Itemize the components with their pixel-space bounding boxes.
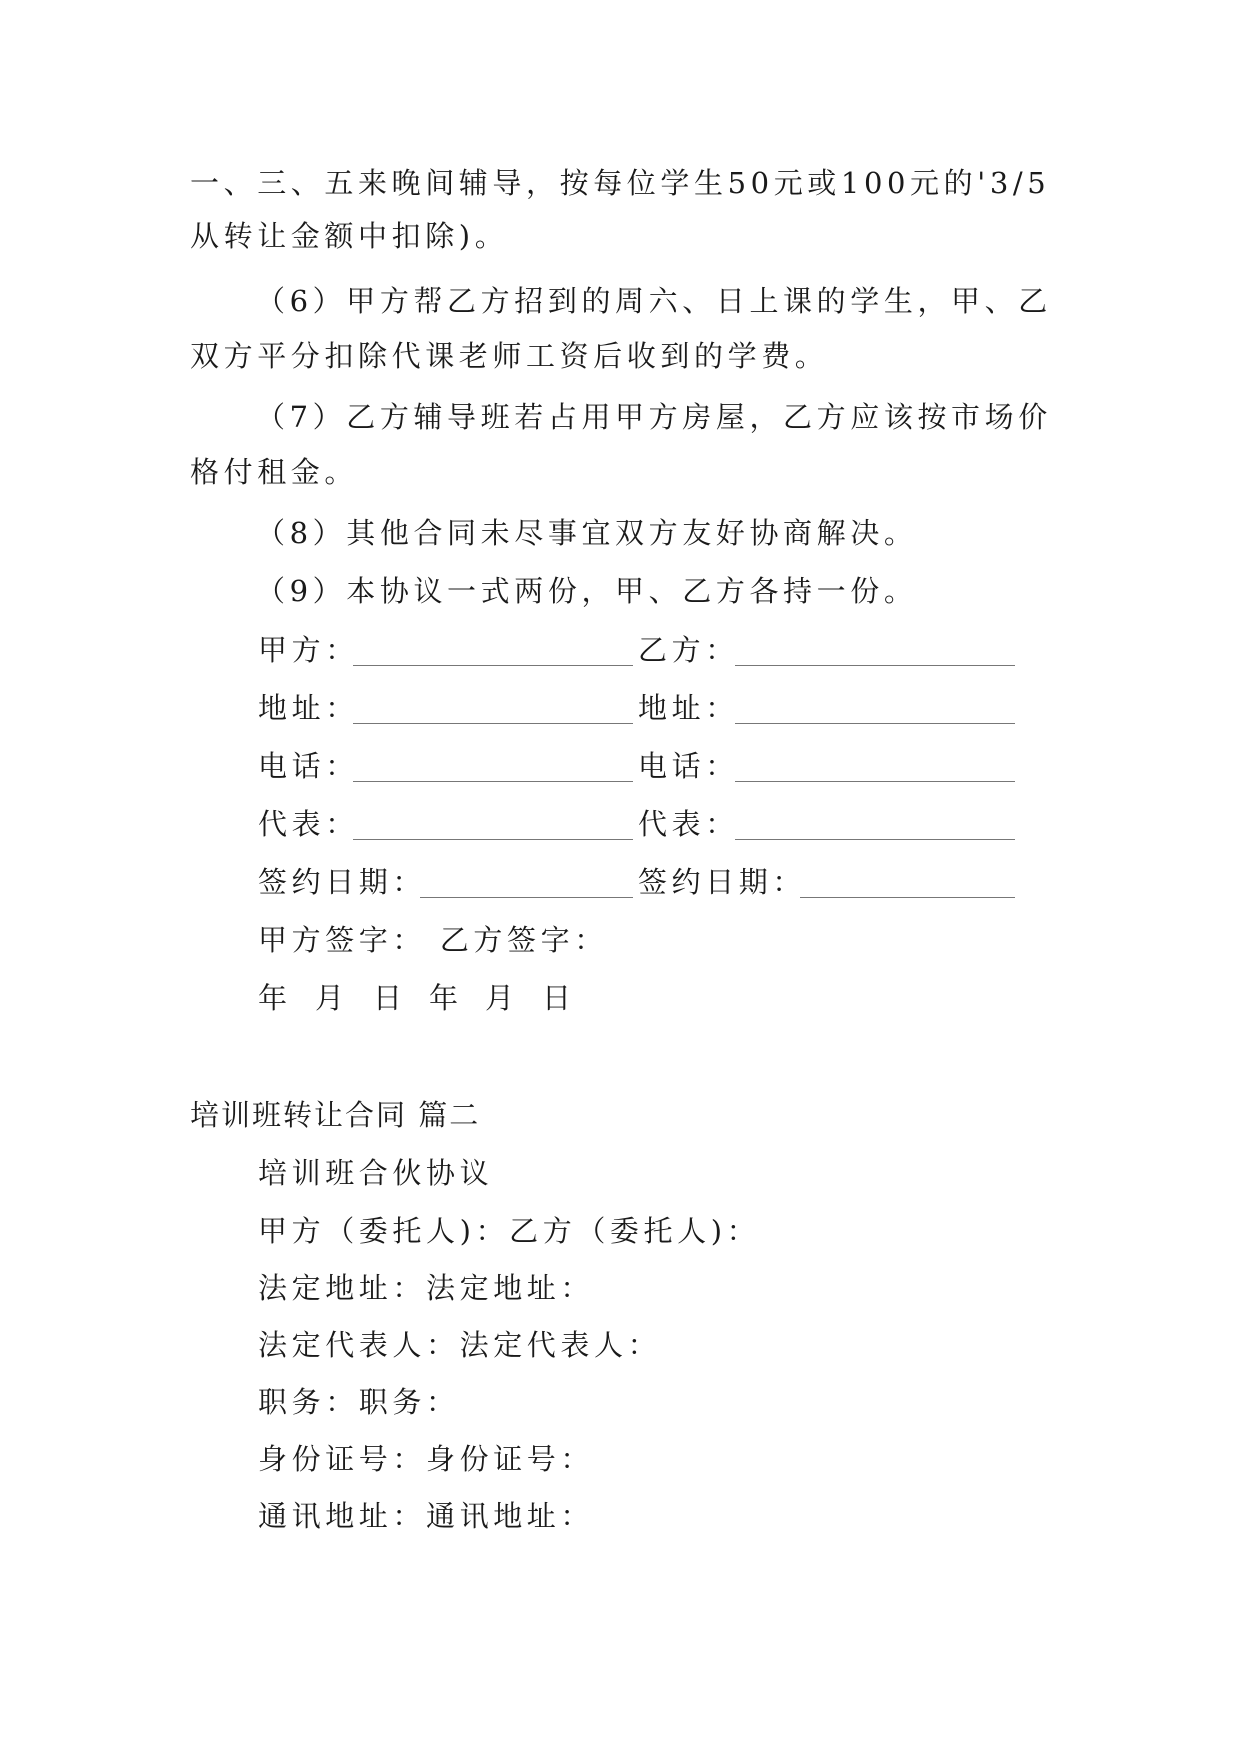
date-a-blank [420, 896, 633, 898]
parties-line: 甲方（委托人)：乙方（委托人)： [258, 1214, 761, 1248]
phone-a-blank [353, 780, 633, 782]
paragraph-line: 一、三、五来晚间辅导，按每位学生50元或100元的'3/5 [190, 166, 1051, 200]
mail-address-line: 通讯地址：通讯地址： [258, 1499, 595, 1533]
clause-7-line: 格付租金。 [190, 455, 359, 489]
clause-7-line: （7）乙方辅导班若占用甲方房屋，乙方应该按市场价 [256, 400, 1052, 434]
legal-address-line: 法定地址：法定地址： [258, 1271, 595, 1305]
agreement-title: 培训班合伙协议 [258, 1156, 494, 1190]
phone-a-label: 电话： [258, 749, 359, 783]
year-label: 年 [429, 981, 459, 1015]
rep-a-label: 代表： [258, 807, 359, 841]
year-label: 年 [258, 981, 288, 1015]
rep-b-label: 代表： [638, 807, 739, 841]
rep-a-blank [353, 838, 633, 840]
paragraph-line: 从转让金额中扣除)。 [190, 219, 509, 253]
date-row [258, 980, 582, 1016]
day-label: 日 [373, 981, 403, 1015]
date-a-label: 签约日期： [258, 865, 427, 899]
address-b-blank [735, 722, 1015, 724]
phone-b-label: 电话： [638, 749, 739, 783]
party-a-label: 甲方： [258, 633, 359, 667]
month-label: 月 [485, 981, 515, 1015]
address-a-label: 地址： [258, 691, 359, 725]
date-b-label: 签约日期： [638, 865, 807, 899]
rep-b-blank [735, 838, 1015, 840]
address-a-blank [353, 722, 633, 724]
signatures-line: 甲方签字： 乙方签字： [258, 923, 608, 957]
id-number-line: 身份证号：身份证号： [258, 1442, 595, 1476]
party-b-blank [735, 664, 1015, 666]
address-b-label: 地址： [638, 691, 739, 725]
clause-9: （9）本协议一式两份，甲、乙方各持一份。 [256, 574, 918, 608]
section-heading: 培训班转让合同 篇二 [190, 1098, 481, 1132]
legal-rep-line: 法定代表人：法定代表人： [258, 1328, 662, 1362]
date-b-blank [800, 896, 1015, 898]
position-line: 职务：职务： [258, 1385, 460, 1419]
party-b-label: 乙方： [638, 633, 739, 667]
phone-b-blank [735, 780, 1015, 782]
party-a-blank [353, 664, 633, 666]
day-label: 日 [542, 981, 572, 1015]
clause-6-line: （6）甲方帮乙方招到的周六、日上课的学生，甲、乙 [256, 284, 1052, 318]
month-label: 月 [315, 981, 345, 1015]
clause-8: （8）其他合同未尽事宜双方友好协商解决。 [256, 516, 918, 550]
clause-6-line: 双方平分扣除代课老师工资后收到的学费。 [190, 339, 829, 373]
